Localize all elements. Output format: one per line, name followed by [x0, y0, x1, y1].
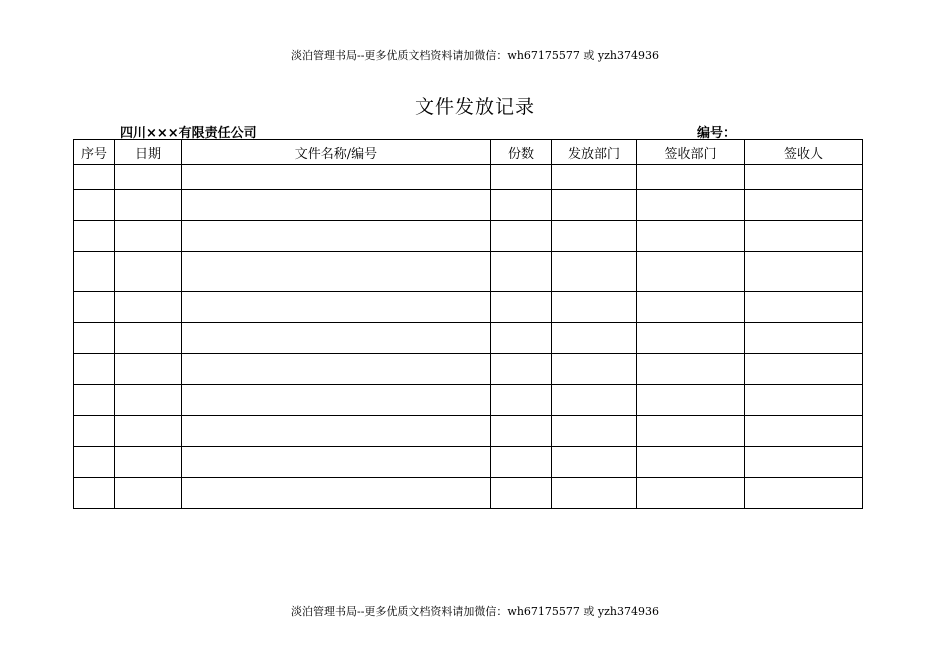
table-row	[74, 447, 863, 478]
column-header-receiving-dept: 签收部门	[637, 140, 745, 165]
cell-copies	[491, 190, 552, 221]
cell-serial	[74, 252, 115, 292]
cell-issuing-dept	[552, 323, 637, 354]
cell-date	[115, 447, 182, 478]
number-label: 编号：	[697, 126, 737, 141]
cell-receiving-dept	[637, 385, 745, 416]
cell-copies	[491, 478, 552, 509]
cell-date	[115, 292, 182, 323]
cell-document-name	[182, 447, 491, 478]
cell-date	[115, 385, 182, 416]
company-name: 四川×××有限责任公司	[120, 126, 257, 141]
cell-issuing-dept	[552, 354, 637, 385]
cell-date	[115, 252, 182, 292]
cell-document-name	[182, 252, 491, 292]
document-title: 文件发放记录	[414, 96, 535, 118]
cell-receiving-dept	[637, 292, 745, 323]
column-header-document-name: 文件名称/编号	[182, 140, 491, 165]
cell-document-name	[182, 323, 491, 354]
cell-issuing-dept	[552, 165, 637, 190]
distribution-record-table	[73, 139, 863, 509]
cell-copies	[491, 354, 552, 385]
cell-date	[115, 165, 182, 190]
footer-note: 淡泊管理书局--更多优质文档资料请加微信：wh67175577 或 yzh374936	[291, 605, 659, 618]
cell-receiving-dept	[637, 447, 745, 478]
cell-issuing-dept	[552, 478, 637, 509]
cell-receiving-dept	[637, 478, 745, 509]
cell-serial	[74, 221, 115, 252]
cell-serial	[74, 165, 115, 190]
cell-serial	[74, 323, 115, 354]
cell-date	[115, 478, 182, 509]
cell-document-name	[182, 221, 491, 252]
column-header-recipient: 签收人	[745, 140, 863, 165]
cell-document-name	[182, 385, 491, 416]
table-row	[74, 165, 863, 190]
cell-serial	[74, 190, 115, 221]
table-row	[74, 221, 863, 252]
cell-recipient	[745, 323, 863, 354]
table-row	[74, 292, 863, 323]
column-header-serial: 序号	[74, 140, 115, 165]
cell-issuing-dept	[552, 447, 637, 478]
cell-issuing-dept	[552, 416, 637, 447]
cell-copies	[491, 165, 552, 190]
cell-copies	[491, 252, 552, 292]
cell-serial	[74, 447, 115, 478]
cell-date	[115, 354, 182, 385]
cell-issuing-dept	[552, 292, 637, 323]
cell-receiving-dept	[637, 165, 745, 190]
cell-recipient	[745, 165, 863, 190]
cell-copies	[491, 385, 552, 416]
cell-recipient	[745, 221, 863, 252]
table-row	[74, 252, 863, 292]
cell-serial	[74, 354, 115, 385]
table-row	[74, 190, 863, 221]
cell-document-name	[182, 416, 491, 447]
cell-issuing-dept	[552, 385, 637, 416]
cell-recipient	[745, 190, 863, 221]
cell-recipient	[745, 354, 863, 385]
cell-issuing-dept	[552, 190, 637, 221]
cell-receiving-dept	[637, 221, 745, 252]
cell-issuing-dept	[552, 221, 637, 252]
cell-document-name	[182, 190, 491, 221]
table-row	[74, 323, 863, 354]
cell-recipient	[745, 385, 863, 416]
column-header-date: 日期	[115, 140, 182, 165]
cell-receiving-dept	[637, 252, 745, 292]
table-row	[74, 478, 863, 509]
cell-date	[115, 190, 182, 221]
cell-copies	[491, 416, 552, 447]
cell-receiving-dept	[637, 354, 745, 385]
column-header-issuing-dept: 发放部门	[552, 140, 637, 165]
cell-recipient	[745, 416, 863, 447]
cell-recipient	[745, 447, 863, 478]
cell-copies	[491, 323, 552, 354]
cell-serial	[74, 416, 115, 447]
cell-serial	[74, 385, 115, 416]
cell-recipient	[745, 292, 863, 323]
table-row	[74, 385, 863, 416]
cell-document-name	[182, 292, 491, 323]
table-body	[74, 165, 863, 509]
cell-recipient	[745, 478, 863, 509]
table-row	[74, 354, 863, 385]
cell-serial	[74, 292, 115, 323]
cell-date	[115, 221, 182, 252]
column-header-copies: 份数	[491, 140, 552, 165]
cell-date	[115, 323, 182, 354]
cell-receiving-dept	[637, 190, 745, 221]
cell-receiving-dept	[637, 323, 745, 354]
cell-issuing-dept	[552, 252, 637, 292]
cell-recipient	[745, 252, 863, 292]
cell-document-name	[182, 354, 491, 385]
table-header-row	[74, 140, 863, 165]
cell-copies	[491, 292, 552, 323]
cell-copies	[491, 221, 552, 252]
cell-date	[115, 416, 182, 447]
cell-copies	[491, 447, 552, 478]
cell-receiving-dept	[637, 416, 745, 447]
table-row	[74, 416, 863, 447]
cell-serial	[74, 478, 115, 509]
header-note: 淡泊管理书局--更多优质文档资料请加微信：wh67175577 或 yzh374936	[291, 49, 659, 62]
cell-document-name	[182, 478, 491, 509]
cell-document-name	[182, 165, 491, 190]
